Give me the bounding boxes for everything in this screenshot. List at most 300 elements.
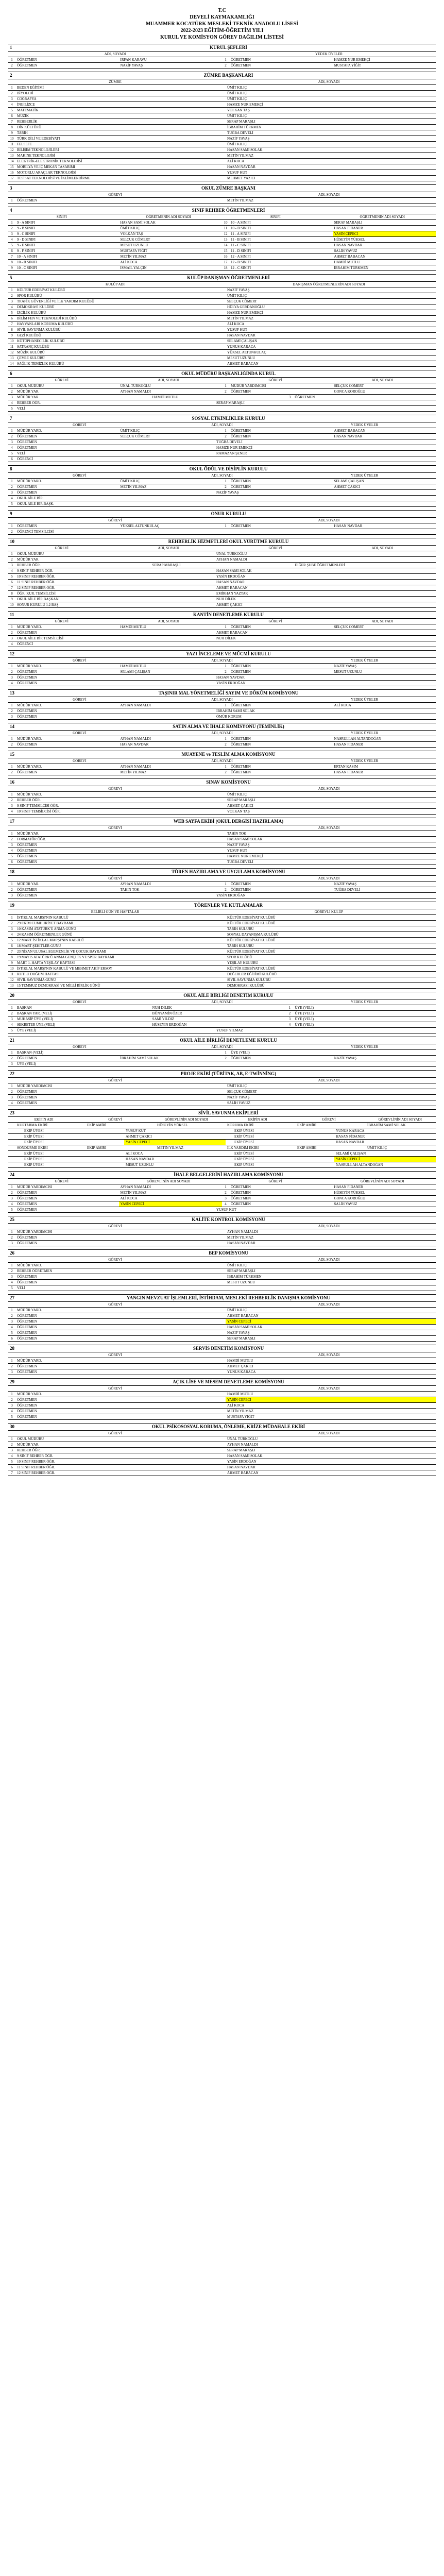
table-cell: EKİP AMİRİ bbox=[87, 1123, 107, 1127]
column-header-row bbox=[8, 1179, 436, 1184]
table-cell: ÜYE (VELİ) bbox=[17, 1028, 36, 1032]
table-cell: ÖĞRETMEN bbox=[231, 1185, 251, 1189]
table-cell bbox=[429, 1028, 436, 1033]
column-header-row bbox=[8, 876, 436, 882]
table-row bbox=[8, 1196, 436, 1201]
table-row bbox=[8, 960, 436, 966]
table-cell: TUĞBA DEVELİ bbox=[227, 860, 253, 864]
section-7 bbox=[8, 415, 436, 462]
table-cell: ÖĞRETMEN bbox=[231, 58, 251, 62]
table-cell: ÜNAL TÜRKOĞLU bbox=[227, 1437, 258, 1441]
section-title: REHBERLİK HİZMETLERİ OKUL YÜRÜTME KURULU bbox=[168, 539, 289, 544]
section-title: YANGIN MEVZUAT İŞLEMLERİ, İSTİHDAM, MESLEKİ REHBERLİK DANIŞMA KOMİSYONU bbox=[126, 1295, 331, 1300]
table-row bbox=[8, 831, 436, 837]
table-cell bbox=[15, 1151, 23, 1156]
table-cell bbox=[8, 1134, 15, 1139]
table-cell: MÜDÜR YARD. bbox=[17, 737, 42, 741]
table-row bbox=[8, 1274, 436, 1280]
table-row bbox=[8, 484, 436, 490]
table-cell bbox=[421, 568, 429, 573]
column-header: GÖREVİ bbox=[73, 473, 87, 478]
column-header-row bbox=[8, 1224, 436, 1229]
table-row bbox=[8, 770, 436, 775]
table-cell bbox=[429, 439, 436, 445]
column-header: GÖREVİ bbox=[55, 619, 69, 623]
table-cell: 9 - C SINIFI bbox=[17, 232, 36, 236]
table-cell bbox=[429, 1207, 436, 1212]
section-14 bbox=[8, 723, 436, 748]
section-title: PROJE EKİBİ (TÜBİTAK, AB, E-TWİNNİNG) bbox=[180, 1071, 277, 1076]
table-cell: NAZİF YAVAŞ bbox=[227, 288, 250, 292]
table-cell: 18 MART ŞEHİTLER GÜNÜ bbox=[17, 944, 61, 948]
table-cell: YUSUF KUT bbox=[216, 1208, 237, 1212]
table-cell: ÖĞRETMEN bbox=[17, 490, 37, 495]
table-cell: METİN YILMAZ bbox=[120, 1191, 147, 1195]
table-cell: ÖĞR. KUR. TEMSİLCİSİ bbox=[17, 591, 56, 596]
table-cell: EKİP ÜYESİ bbox=[234, 1163, 254, 1167]
table-cell: HAMZE NUR EMEKÇİ bbox=[227, 311, 263, 315]
column-header: GÖREVİ bbox=[73, 759, 87, 763]
table-row bbox=[8, 932, 436, 938]
table-cell: 6 bbox=[11, 114, 13, 118]
table-cell: ÖĞRETMEN bbox=[17, 58, 37, 62]
table-row bbox=[8, 400, 436, 406]
table-cell: HASAN NAVDAR bbox=[216, 675, 245, 680]
table-cell: 1 bbox=[225, 429, 227, 433]
table-cell: 1 bbox=[225, 58, 227, 62]
section-title-bar bbox=[8, 902, 436, 909]
table-cell bbox=[414, 675, 421, 680]
table-row bbox=[8, 1157, 436, 1162]
table-cell: 3 bbox=[11, 1319, 13, 1324]
table-cell bbox=[414, 580, 421, 585]
table-cell: AHMET ÇAKICI bbox=[227, 1364, 253, 1368]
table-cell bbox=[429, 636, 436, 641]
column-header-row bbox=[8, 282, 436, 287]
table-cell: HASAN NAVDAR bbox=[120, 742, 149, 747]
table-cell: NASRULLAH ALTANDOĞAN bbox=[336, 1163, 383, 1167]
table-cell: 3 bbox=[288, 1017, 291, 1021]
section-title: SATIN ALMA VE İHALE KOMİSYONU (TEMİNLİK) bbox=[173, 724, 284, 729]
table-cell: ÜYE (VELİ) bbox=[17, 1062, 36, 1066]
section-number: 4 bbox=[10, 208, 12, 213]
table-cell: ÜYE (VELİ) bbox=[295, 1006, 314, 1010]
table-cell: AHMET BABACAN bbox=[227, 1471, 259, 1475]
section-title: BEP KOMİSYONU bbox=[209, 1250, 248, 1256]
table-cell: SEKRETER ÜYE (VELİ) bbox=[17, 1023, 55, 1027]
table-row bbox=[8, 338, 436, 344]
table-cell: YUSUF KUT bbox=[227, 171, 248, 175]
table-cell: 3 bbox=[11, 395, 13, 399]
table-cell: 1 bbox=[11, 625, 13, 629]
table-cell: ALİ KOCA bbox=[227, 322, 245, 326]
table-cell: MOTORLU ARAÇLAR TEKNOLOJİSİ bbox=[17, 171, 77, 175]
table-cell: TAHİN TOK bbox=[227, 832, 247, 836]
table-cell: MÜDÜR YAR. bbox=[17, 832, 40, 836]
table-row bbox=[8, 664, 436, 669]
document-header bbox=[8, 7, 436, 41]
table-cell bbox=[429, 597, 436, 602]
column-header: GÖREVİ bbox=[73, 1045, 87, 1049]
table-row bbox=[8, 1050, 436, 1056]
table-cell: KURTARMA EKİBİ bbox=[17, 1123, 48, 1127]
section-19 bbox=[8, 902, 436, 989]
table-cell: ÖĞRETMEN bbox=[231, 479, 251, 483]
table-row bbox=[8, 1325, 436, 1330]
table-cell: 9 bbox=[11, 961, 13, 965]
section-number: 9 bbox=[10, 511, 12, 516]
table-cell: 7 bbox=[11, 120, 13, 124]
table-cell: HASAN NAVDAR bbox=[334, 524, 363, 528]
table-cell: ELEKTRİK-ELEKTRONİK TEKNOLOJİSİ bbox=[17, 159, 82, 163]
table-cell: VELİ bbox=[17, 406, 25, 411]
table-cell bbox=[421, 580, 429, 585]
table-cell: 6 bbox=[11, 944, 13, 948]
table-row bbox=[8, 1134, 436, 1140]
section-number: 30 bbox=[10, 1424, 14, 1429]
table-cell: 16 bbox=[224, 255, 228, 259]
table-cell: NAZİF YAVAŞ bbox=[334, 882, 357, 886]
table-cell: SERAP MARAŞLI bbox=[227, 798, 255, 802]
table-cell: MÜZİK bbox=[17, 114, 29, 118]
table-cell bbox=[407, 456, 414, 462]
section-4 bbox=[8, 207, 436, 271]
table-cell: 11 bbox=[224, 226, 228, 230]
table-row bbox=[8, 1414, 436, 1420]
table-cell: EKİP AMİRİ bbox=[297, 1146, 317, 1150]
table-row bbox=[8, 136, 436, 142]
table-cell bbox=[407, 641, 414, 647]
section-22 bbox=[8, 1070, 436, 1106]
table-cell: 1 bbox=[11, 1230, 13, 1234]
table-cell: YASİN ERDOĞAN bbox=[227, 1460, 257, 1464]
table-cell bbox=[429, 1011, 436, 1016]
table-cell: 10 bbox=[10, 339, 14, 343]
column-header: GÖREVİ bbox=[108, 1078, 122, 1082]
table-cell: ÖĞRETMEN bbox=[17, 1191, 37, 1195]
table-row bbox=[8, 921, 436, 926]
table-cell: ÜMİT KILIÇ bbox=[227, 91, 247, 95]
table-row bbox=[8, 220, 436, 226]
table-cell bbox=[421, 1061, 429, 1066]
table-cell bbox=[414, 714, 421, 719]
table-cell: NAZİF YAVAŞ bbox=[334, 664, 357, 668]
table-cell: 3 bbox=[11, 893, 13, 897]
column-header-row bbox=[8, 909, 436, 915]
table-cell: 3 bbox=[11, 440, 13, 444]
table-cell: OKUL MÜDÜRÜ bbox=[17, 384, 44, 388]
section-title-bar bbox=[8, 274, 436, 282]
table-cell: 2 bbox=[11, 1235, 13, 1240]
table-cell: MÜDÜR YAR. bbox=[17, 395, 40, 399]
section-title-bar bbox=[8, 1294, 436, 1302]
table-cell: 2 bbox=[225, 770, 227, 774]
table-cell bbox=[421, 551, 429, 556]
table-cell: 11 - D SINIFI bbox=[231, 249, 251, 253]
table-cell: ÜMİT KILIÇ bbox=[120, 479, 140, 483]
table-cell bbox=[226, 1134, 233, 1139]
column-header: GÖREVLİNİN ADI SOYADI bbox=[378, 1117, 422, 1122]
table-row bbox=[8, 496, 436, 501]
table-cell: 1 bbox=[11, 384, 13, 388]
table-cell: METİN YILMAZ bbox=[120, 770, 147, 774]
table-cell: SÖNDÜRME EKİBİ bbox=[17, 1146, 48, 1150]
table-cell: ÖĞRETMEN bbox=[17, 1331, 37, 1335]
table-cell: 1 bbox=[11, 1263, 13, 1267]
section-8 bbox=[8, 465, 436, 507]
table-cell bbox=[414, 574, 421, 579]
table-cell bbox=[429, 445, 436, 450]
table-row bbox=[8, 580, 436, 585]
table-cell: ALİ KOCA bbox=[227, 1403, 245, 1408]
table-cell: SELAMİ ÇALIŞAN bbox=[334, 479, 364, 483]
table-row bbox=[8, 1263, 436, 1268]
table-cell: MUSTAFA YİĞİT bbox=[227, 1415, 254, 1419]
column-header-row bbox=[8, 546, 436, 551]
table-cell: 6 bbox=[11, 249, 13, 253]
table-cell: SERAP MARAŞLI bbox=[227, 1448, 255, 1452]
table-row bbox=[8, 108, 436, 113]
table-cell: YASİN CEPECİ bbox=[119, 1201, 223, 1207]
table-cell: 5 bbox=[11, 574, 13, 579]
column-header: GÖREVİ bbox=[108, 193, 122, 197]
column-header: GÖREVİ bbox=[108, 826, 122, 830]
section-number: 12 bbox=[10, 651, 14, 656]
table-cell: ÖĞRETMEN bbox=[231, 765, 251, 769]
section-number: 19 bbox=[10, 903, 14, 908]
table-cell: 4 bbox=[11, 446, 13, 450]
table-cell bbox=[414, 893, 421, 898]
table-cell: SELÇUK CÖMERT bbox=[227, 299, 257, 303]
table-cell: HAYVANLARI KORUMA KULÜBÜ bbox=[17, 322, 73, 326]
table-cell: ÖĞRETMEN bbox=[17, 1235, 37, 1240]
column-header-row bbox=[8, 192, 436, 198]
table-cell: 2 bbox=[11, 226, 13, 230]
table-cell bbox=[414, 445, 421, 450]
table-cell: DİN KÜLTÜRÜ bbox=[17, 125, 41, 129]
column-header: GÖREVİ bbox=[55, 1179, 69, 1183]
table-cell: VELİ bbox=[17, 451, 25, 455]
table-cell: ÖĞRETMEN bbox=[17, 434, 37, 438]
section-27 bbox=[8, 1294, 436, 1342]
table-cell bbox=[15, 1140, 23, 1145]
table-cell: 4 bbox=[11, 642, 13, 646]
table-cell: AYHAN NAMALDI bbox=[227, 1230, 258, 1234]
table-cell: ÖĞRETMEN bbox=[17, 1314, 37, 1318]
table-cell: 4 bbox=[11, 103, 13, 107]
table-row bbox=[8, 798, 436, 803]
column-header: GÖREVİ bbox=[108, 1431, 122, 1435]
column-header: GÖREVİ bbox=[108, 787, 122, 791]
table-cell bbox=[414, 406, 421, 411]
table-cell: FORMATÖR ÖĞR. bbox=[17, 837, 46, 841]
table-cell: MÜDÜR YARD. bbox=[17, 664, 42, 668]
section-21 bbox=[8, 1037, 436, 1067]
table-row bbox=[8, 1392, 436, 1397]
table-cell: 2 bbox=[11, 770, 13, 774]
table-cell: NUH DİLEK bbox=[216, 597, 236, 601]
table-row bbox=[8, 943, 436, 949]
section-number: 21 bbox=[10, 1038, 14, 1043]
table-cell: ÖĞRETMEN bbox=[17, 485, 37, 489]
section-2 bbox=[8, 72, 436, 181]
table-cell: 4 bbox=[11, 238, 13, 242]
table-cell: ÖĞRENCİ TEMSİLCİSİ bbox=[17, 530, 54, 534]
table-cell: OKUL AİLE BİR. bbox=[17, 496, 44, 500]
table-cell: FELSEFE bbox=[17, 142, 32, 146]
table-cell: 2 bbox=[11, 63, 13, 67]
column-header-row bbox=[8, 214, 436, 220]
table-cell: REHBER ÖĞR. bbox=[17, 401, 41, 405]
table-cell: HÜSEYİN YÜKSEL bbox=[334, 1191, 365, 1195]
table-row bbox=[8, 159, 436, 164]
table-row bbox=[8, 1358, 436, 1364]
section-number: 17 bbox=[10, 819, 14, 824]
column-header: GÖREVİ bbox=[108, 876, 122, 880]
table-cell: ÖĞRETMEN bbox=[17, 1403, 37, 1408]
column-header-row bbox=[8, 697, 436, 703]
table-row bbox=[8, 130, 436, 136]
section-title: SOSYAL ETKİNLİKLER KURULU bbox=[192, 416, 265, 421]
table-cell: 15 bbox=[10, 165, 14, 169]
table-cell: 3 bbox=[11, 675, 13, 680]
table-row bbox=[8, 955, 436, 960]
table-cell: HASAN NAVDAR bbox=[216, 580, 245, 584]
table-row bbox=[8, 1061, 436, 1067]
column-header: GÖREVİ bbox=[73, 698, 87, 702]
table-cell: YASİN CEPECİ bbox=[333, 231, 436, 236]
column-header: GÖREVLİ KULÜP bbox=[314, 910, 344, 914]
table-cell: NUH DİLEK bbox=[152, 1006, 172, 1010]
column-header: DANIŞMAN ÖĞRETMENLERİN ADI SOYADI bbox=[293, 282, 365, 286]
table-cell: 1 bbox=[11, 832, 13, 836]
section-title: MUAYENE ve TESLİM ALMA KOMİSYONU bbox=[181, 752, 276, 757]
table-cell: DEMOKRASİ KULÜBÜ bbox=[227, 984, 265, 988]
table-cell: 2 bbox=[225, 1191, 227, 1195]
section-title: KANTİN DENETLEME KURULU bbox=[193, 612, 264, 617]
table-cell: 6 bbox=[11, 1336, 13, 1341]
table-cell: NAZİF YAVAŞ bbox=[120, 63, 143, 67]
table-cell: 3 bbox=[11, 1095, 13, 1099]
section-title: TÖRENLER VE KUTLAMALAR bbox=[194, 903, 263, 908]
section-number: 24 bbox=[10, 1172, 14, 1177]
table-cell: 2 bbox=[11, 709, 13, 713]
table-cell: 14 bbox=[224, 243, 228, 247]
section-number: 8 bbox=[10, 466, 12, 471]
table-row bbox=[8, 1308, 436, 1313]
table-cell: 3 bbox=[11, 1448, 13, 1452]
table-cell: SELAMİ ÇALIŞAN bbox=[227, 339, 258, 343]
table-cell bbox=[8, 1162, 15, 1167]
column-header: GÖREVİ bbox=[55, 378, 69, 382]
table-cell: ÖĞRETMEN bbox=[231, 888, 251, 892]
table-cell: 9 bbox=[11, 266, 13, 270]
section-title-bar bbox=[8, 1216, 436, 1224]
table-cell: 5 bbox=[11, 451, 13, 455]
table-cell: MÜDÜR YAR. bbox=[17, 882, 40, 886]
table-cell: SELAMİ ÇALIŞAN bbox=[336, 1151, 366, 1156]
table-cell: 11 SINIF REHBER ÖĞR. bbox=[17, 580, 55, 584]
table-cell: KÜLTÜR EDEBİYAT KULÜBÜ bbox=[227, 921, 276, 925]
table-cell: 3 bbox=[11, 1062, 13, 1066]
table-cell: 16 bbox=[10, 171, 14, 175]
table-cell bbox=[414, 641, 421, 647]
table-cell: 5 bbox=[11, 1415, 13, 1419]
table-row bbox=[8, 321, 436, 327]
column-header: SINIFI bbox=[270, 215, 281, 219]
table-cell: NAZİF YAVAŞ bbox=[216, 490, 239, 495]
table-row bbox=[8, 113, 436, 119]
table-cell: VELİ bbox=[17, 1286, 25, 1290]
section-title: YAZI İNCELEME VE MÜCMİ KURULU bbox=[186, 651, 271, 656]
table-cell: TAHİN TOK bbox=[120, 888, 140, 892]
table-cell: AYHAN NAMALDI bbox=[120, 703, 151, 707]
table-row bbox=[8, 568, 436, 574]
table-row bbox=[8, 675, 436, 681]
table-cell: 2 bbox=[11, 91, 13, 95]
table-cell: 2 bbox=[225, 389, 227, 394]
table-cell: 4 bbox=[11, 305, 13, 309]
table-cell bbox=[421, 585, 429, 590]
column-header-row bbox=[8, 52, 436, 57]
table-cell: METİN YILMAZ bbox=[227, 198, 253, 202]
table-cell: 1 bbox=[288, 1006, 291, 1010]
section-title: OKUL AİLE BİRLİĞİ DENETLEME KURULU bbox=[179, 1038, 278, 1043]
table-cell: 4 bbox=[11, 1202, 13, 1206]
table-cell: YUNUS KARACA bbox=[227, 1370, 256, 1374]
table-cell: İNGİLİZCE bbox=[17, 103, 35, 107]
table-cell: HAMDİ MUTLU bbox=[152, 395, 179, 399]
table-cell: 17 bbox=[224, 260, 228, 264]
table-cell: MART 1. HAFTA YEŞİLAY HAFTASI bbox=[17, 961, 75, 965]
section-title: SINAV KOMİSYONU bbox=[206, 779, 251, 785]
table-cell: 2 bbox=[225, 63, 227, 67]
table-cell: HASAN NAVDAR bbox=[227, 1241, 255, 1245]
table-cell bbox=[414, 400, 421, 405]
table-cell: 3 bbox=[288, 395, 291, 399]
table-row bbox=[8, 153, 436, 159]
table-cell: 4 bbox=[11, 1454, 13, 1458]
table-cell: YASİN ERDOĞAN bbox=[216, 574, 246, 579]
column-header: GÖREVİ bbox=[268, 546, 282, 550]
column-header: SINIFI bbox=[56, 215, 67, 219]
table-cell: 13 bbox=[10, 984, 14, 988]
table-cell: ÖĞRETMEN bbox=[231, 63, 251, 67]
table-row bbox=[8, 574, 436, 580]
table-row bbox=[8, 243, 436, 248]
table-row bbox=[8, 842, 436, 848]
table-cell: KÜLTÜR EDEBİYAT KULÜBÜ bbox=[227, 916, 276, 920]
table-cell bbox=[286, 563, 293, 568]
table-cell: ÜNAL TÜRKOĞLU bbox=[216, 552, 247, 556]
table-cell: AHMET BABACAN bbox=[334, 429, 366, 433]
section-number: 5 bbox=[10, 275, 12, 280]
table-cell: KÜLTÜR EDEBİYAT KULÜBÜ bbox=[227, 967, 276, 971]
table-cell bbox=[421, 490, 429, 495]
table-cell: 12 - A SINIFI bbox=[231, 255, 251, 259]
column-header: ADI, SOYADI bbox=[211, 423, 233, 427]
table-cell: 5 bbox=[11, 938, 13, 942]
table-cell: SERAP MARAŞLI bbox=[227, 1336, 255, 1341]
header-line-1: T.C bbox=[218, 8, 226, 13]
table-cell bbox=[421, 501, 429, 506]
table-cell: MUHASİP ÜYE (VELİ) bbox=[17, 1017, 53, 1021]
table-cell: EKİP ÜYESİ bbox=[24, 1157, 44, 1161]
table-cell: 3 bbox=[11, 843, 13, 847]
table-row bbox=[8, 708, 436, 714]
section-number: 26 bbox=[10, 1250, 14, 1256]
table-cell: HASAN FİDANER bbox=[334, 226, 363, 230]
